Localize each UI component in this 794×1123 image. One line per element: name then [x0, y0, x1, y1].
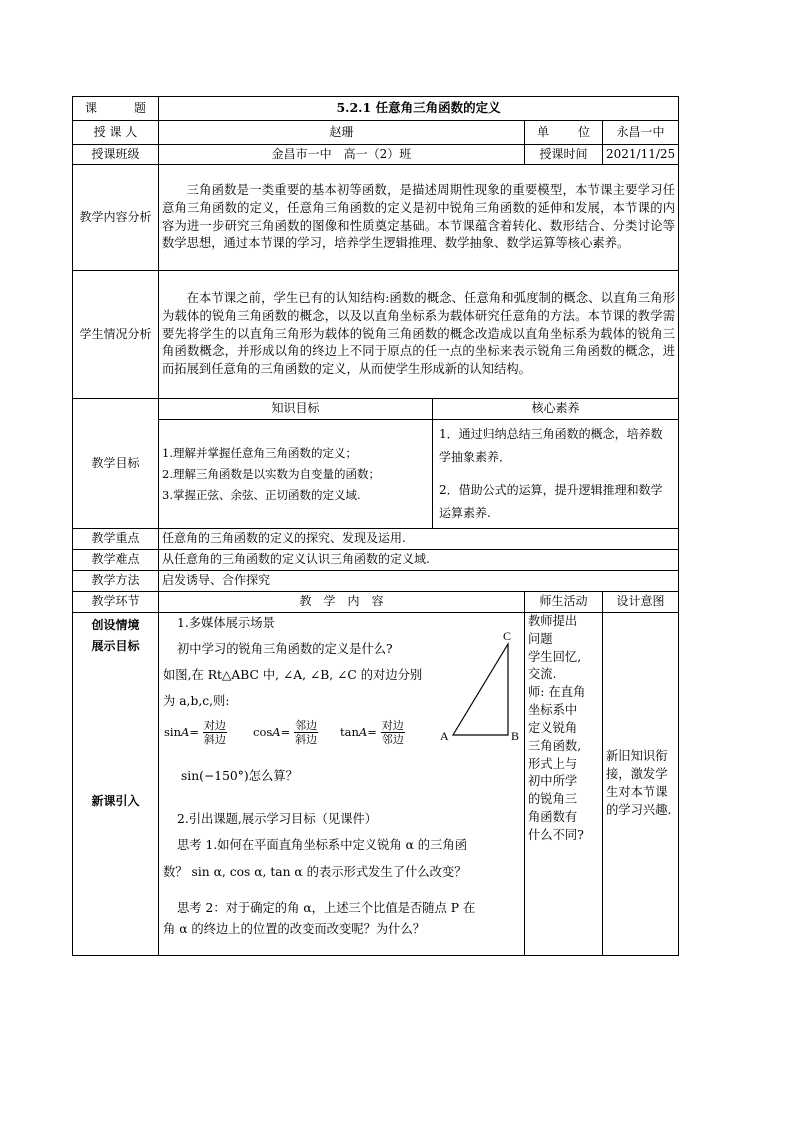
think-2-line-2: 角 α 的终边上的位置的改变而改变呢？为什么？ — [163, 922, 426, 936]
frac-numerator: 邻边 — [295, 719, 318, 732]
row-content-analysis — [73, 165, 679, 271]
formula-var: A — [272, 725, 281, 740]
row-process-body — [73, 613, 679, 956]
row-teacher — [73, 121, 679, 145]
core-literacy-item: 1．通过归纳总结三角函数的概念，培养数学抽象素养． — [439, 427, 663, 464]
knowledge-goals-list — [159, 420, 433, 529]
content-header: 教 学 内 容 — [159, 592, 525, 613]
row-objectives-header — [73, 399, 679, 420]
lesson-title: 5.2.1 任意角三角函数的定义 — [159, 97, 679, 121]
activity-line: 角函数有 — [528, 810, 578, 825]
design-intent-header: 设计意图 — [603, 592, 679, 613]
content-question-1: 初中学习的锐角三角函数的定义是什么? — [177, 642, 393, 656]
sin-label: sin — [164, 725, 181, 740]
teacher-activity-cell — [525, 613, 603, 956]
lesson-plan-table — [72, 96, 679, 956]
teacher-activity-header: 师生活动 — [525, 592, 603, 613]
objectives-label: 教学目标 — [73, 399, 159, 529]
difficulty-label: 教学难点 — [73, 550, 159, 571]
difficulty-text: 从任意角的三角函数的定义认识三角函数的定义域. — [159, 550, 679, 571]
date-value: 2021/11/25 — [603, 145, 679, 165]
teacher-label: 授 课 人 — [73, 121, 159, 145]
stage-header: 教学环节 — [73, 592, 159, 613]
equals-sign: = — [280, 725, 291, 740]
unit-value: 永昌一中 — [603, 121, 679, 145]
key-point-text: 任意角的三角函数的定义的探究、发现及运用. — [159, 529, 679, 550]
class-value: 金昌市一中 高一（2）班 — [159, 145, 525, 165]
activity-line: 的锐角三 — [528, 792, 578, 807]
key-point-label: 教学重点 — [73, 529, 159, 550]
stage-cell — [73, 613, 159, 956]
right-triangle-figure — [439, 629, 525, 749]
knowledge-goal-item: 3.掌握正弦、余弦、正切函数的定义域. — [162, 487, 361, 502]
row-method — [73, 571, 679, 592]
student-analysis-label: 学生情况分析 — [73, 271, 159, 399]
equals-sign: = — [367, 725, 377, 740]
cos-formula — [253, 719, 318, 746]
tan-formula — [340, 719, 405, 746]
activity-line: 问题 — [528, 631, 553, 646]
activity-line: 交流. — [528, 667, 557, 682]
knowledge-goal-item: 2.理解三角函数是以实数为自变量的函数； — [162, 466, 380, 481]
activity-line: 初中所学 — [528, 774, 578, 789]
vertex-a-label: A — [440, 729, 449, 743]
frac-denominator: 斜边 — [203, 733, 226, 746]
activity-line: 什么不同? — [528, 827, 584, 842]
sin-formula — [164, 719, 227, 746]
row-class — [73, 145, 679, 165]
core-literacy-list — [433, 420, 679, 529]
content-step-2: 2.引出课题,展示学习目标（见课件） — [177, 812, 378, 826]
row-topic — [73, 97, 679, 121]
frac-denominator: 邻边 — [381, 733, 404, 746]
think-1-line-1: 思考 1.如何在平面直角坐标系中定义锐角 α 的三角函 — [177, 838, 467, 852]
equals-sign: = — [189, 725, 199, 740]
unit-label: 单 位 — [525, 121, 603, 145]
content-analysis-label: 教学内容分析 — [73, 165, 159, 271]
activity-line: 形式上与 — [528, 756, 578, 771]
student-analysis-text: 在本节课之前，学生已有的认知结构:函数的概念、任意角和弧度制的概念、以直角三角形为载体的锐角三角函数的概念，以及以直角坐标系为载体研究任意角的方法。本节课的教学需要先将学生的以直角三角形为载体的锐角三角函数的概念改造成以直角坐标系为载体的锐角三角函数概念，并形成以角的终边上不同于原点的任一点的坐标来表示锐角三角函数的概念，进而拓展到任意角的三角函数的定义，从而使学生形成新的认知结构。 — [159, 271, 679, 399]
content-line-a: 如图,在 Rt△ABC 中, ∠A, ∠B, ∠C 的对边分别 — [163, 668, 423, 682]
frac-numerator: 对边 — [381, 719, 404, 732]
teacher-name: 赵珊 — [159, 121, 525, 145]
row-difficulty — [73, 550, 679, 571]
class-label: 授课班级 — [73, 145, 159, 165]
activity-line: 教师提出 — [528, 614, 578, 628]
content-line-b: 为 a,b,c,则: — [163, 694, 230, 708]
core-literacy-header: 核心素养 — [433, 399, 679, 420]
think-2-line-1: 思考 2：对于确定的角 α，上述三个比值是否随点 P 在 — [177, 901, 476, 915]
cos-fraction — [294, 719, 318, 746]
activity-line: 定义锐角 — [528, 720, 578, 735]
vertex-b-label: B — [511, 729, 520, 743]
method-text: 启发诱导、合作探究 — [159, 571, 679, 592]
content-step-1: 1.多媒体展示场景 — [177, 616, 275, 630]
content-analysis-text: 三角函数是一类重要的基本初等函数，是描述周期性现象的重要模型，本节课主要学习任意角三角函数的定义，任意角三角函数的定义是初中锐角三角函数的延伸和发展，本节课的内容为进一步研究三角函数的图像和性质奠定基础。本节课蕴含着转化、数形结合、分类讨论等数学思想，通过本节课的学习，培养学生逻辑推理、数学抽象、数学运算等核心素养。 — [159, 165, 679, 271]
row-student-analysis — [73, 271, 679, 399]
sin-minus-150: sin(−150°)怎么算？ — [181, 769, 298, 783]
date-label: 授课时间 — [525, 145, 603, 165]
cos-label: cos — [253, 725, 273, 740]
tan-label: tan — [340, 725, 359, 740]
activity-line: 坐标系中 — [528, 703, 578, 718]
teaching-content-cell — [159, 613, 525, 956]
activity-line: 学生回忆, — [528, 649, 582, 664]
core-literacy-item: 2．借助公式的运算，提升逻辑推理和数学运算素养. — [439, 483, 663, 520]
knowledge-goals-header: 知识目标 — [159, 399, 433, 420]
activity-line: 师: 在直角 — [528, 685, 586, 700]
sin-fraction — [203, 719, 227, 746]
row-process-header — [73, 592, 679, 613]
stage-scenario: 创设情境 — [91, 618, 140, 632]
frac-numerator: 对边 — [203, 719, 226, 732]
think-1-line-2: 数？ sin α, cos α, tan α 的表示形式发生了什么改变？ — [163, 865, 467, 879]
activity-line: 三角函数, — [528, 738, 582, 753]
tan-fraction — [381, 719, 405, 746]
method-label: 教学方法 — [73, 571, 159, 592]
row-key-point — [73, 529, 679, 550]
stage-intro: 新课引入 — [91, 794, 140, 808]
vertex-c-label: C — [503, 629, 512, 643]
triangle-shape — [453, 644, 508, 735]
knowledge-goal-item: 1.理解并掌握任意角三角函数的定义； — [162, 445, 357, 460]
stage-goal-display: 展示目标 — [91, 639, 140, 653]
frac-denominator: 斜边 — [295, 733, 318, 746]
row-objectives-body — [73, 420, 679, 529]
topic-label: 课 题 — [73, 97, 159, 121]
design-intent-cell: 新旧知识衔接，激发学生对本节课的学习兴趣. — [603, 613, 679, 956]
formula-var: A — [181, 725, 190, 740]
formula-var: A — [358, 725, 368, 740]
